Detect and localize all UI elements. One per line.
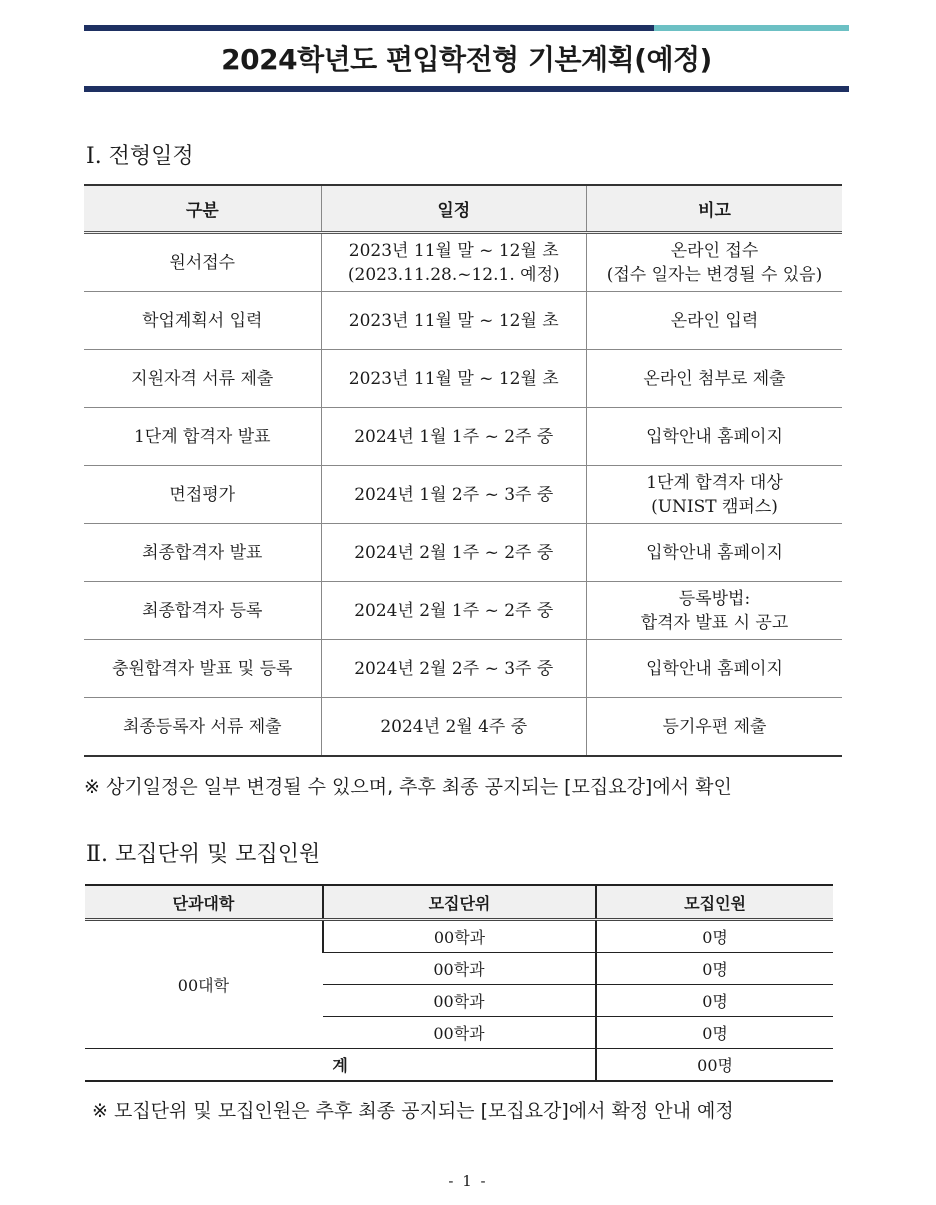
schedule-remarks-line: 입학안내 홈페이지 <box>646 542 783 563</box>
schedule-remarks-line: 온라인 접수 <box>670 240 759 261</box>
recruitment-table-body <box>85 920 833 1082</box>
schedule-date-cell <box>321 350 586 408</box>
recruitment-count-cell: 0명 <box>596 1017 833 1049</box>
schedule-footnote: ※ 상기일정은 일부 변경될 수 있으며, 추후 최종 공지되는 [모집요강]에서 확인 <box>84 776 732 798</box>
schedule-header-date: 일정 <box>321 185 586 233</box>
schedule-category-cell: 원서접수 <box>84 233 321 292</box>
schedule-remarks-line: 온라인 입력 <box>670 310 759 331</box>
recruitment-total-row <box>85 1049 833 1082</box>
schedule-row <box>84 640 842 698</box>
schedule-date-cell <box>321 408 586 466</box>
schedule-row <box>84 350 842 408</box>
schedule-date-line: 2024년 2월 2주 ~ 3주 중 <box>354 658 554 679</box>
document-title: 2024학년도 편입학전형 기본계획(예정) <box>221 43 712 76</box>
schedule-category-cell: 최종등록자 서류 제출 <box>84 698 321 757</box>
schedule-date-line: 2024년 1월 2주 ~ 3주 중 <box>354 484 554 505</box>
schedule-remarks-cell <box>586 350 842 408</box>
recruitment-count-cell: 0명 <box>596 985 833 1017</box>
page-number: - 1 - <box>448 1172 488 1190</box>
schedule-remarks-line: 등록방법: <box>678 588 751 609</box>
recruitment-unit-cell: 00학과 <box>323 985 596 1017</box>
schedule-date-line: 2024년 2월 1주 ~ 2주 중 <box>354 542 554 563</box>
schedule-date-cell <box>321 466 586 524</box>
schedule-remarks-line: (UNIST 캠퍼스) <box>651 496 778 517</box>
schedule-row <box>84 292 842 350</box>
schedule-row <box>84 524 842 582</box>
recruitment-header-count: 모집인원 <box>596 885 833 920</box>
recruitment-unit-cell: 00학과 <box>323 953 596 985</box>
schedule-date-line: 2024년 2월 1주 ~ 2주 중 <box>354 600 554 621</box>
schedule-date-line: (2023.11.28.~12.1. 예정) <box>347 264 560 285</box>
schedule-remarks-line: 입학안내 홈페이지 <box>646 426 783 447</box>
schedule-category-cell: 충원합격자 발표 및 등록 <box>84 640 321 698</box>
recruitment-college-cell: 00대학 <box>85 920 323 1049</box>
schedule-date-cell <box>321 292 586 350</box>
schedule-category-cell: 최종합격자 발표 <box>84 524 321 582</box>
schedule-date-line: 2023년 11월 말 ~ 12월 초 <box>348 310 559 331</box>
schedule-date-cell <box>321 233 586 292</box>
schedule-table <box>84 184 842 757</box>
schedule-date-line: 2023년 11월 말 ~ 12월 초 <box>348 368 559 389</box>
recruitment-footnote: ※ 모집단위 및 모집인원은 추후 최종 공지되는 [모집요강]에서 확정 안내 예정 <box>92 1100 734 1122</box>
schedule-header-row <box>84 185 842 233</box>
schedule-remarks-cell <box>586 292 842 350</box>
schedule-remarks-cell <box>586 640 842 698</box>
schedule-row <box>84 582 842 640</box>
schedule-date-cell <box>321 698 586 757</box>
schedule-category-cell: 1단계 합격자 발표 <box>84 408 321 466</box>
recruitment-table <box>85 884 833 1082</box>
recruitment-header-college: 단과대학 <box>85 885 323 920</box>
schedule-date-cell <box>321 582 586 640</box>
schedule-remarks-cell <box>586 582 842 640</box>
schedule-date-cell <box>321 640 586 698</box>
schedule-remarks-line: 합격자 발표 시 공고 <box>640 612 789 633</box>
schedule-remarks-cell <box>586 233 842 292</box>
schedule-row <box>84 233 842 292</box>
schedule-remarks-line: (접수 일자는 변경될 수 있음) <box>606 264 823 285</box>
title-top-rule <box>84 25 849 31</box>
schedule-category-cell: 최종합격자 등록 <box>84 582 321 640</box>
recruitment-count-cell: 0명 <box>596 920 833 953</box>
schedule-date-line: 2023년 11월 말 ~ 12월 초 <box>348 240 559 261</box>
section-2-title: Ⅱ. 모집단위 및 모집인원 <box>86 842 321 867</box>
schedule-category-cell: 지원자격 서류 제출 <box>84 350 321 408</box>
schedule-remarks-line: 온라인 첨부로 제출 <box>643 368 786 389</box>
schedule-remarks-cell <box>586 408 842 466</box>
schedule-remarks-cell <box>586 698 842 757</box>
recruitment-total-count: 00명 <box>596 1049 833 1082</box>
schedule-row <box>84 698 842 757</box>
schedule-date-cell <box>321 524 586 582</box>
recruitment-header-unit: 모집단위 <box>323 885 596 920</box>
recruitment-unit-cell: 00학과 <box>323 920 596 953</box>
title-bottom-rule <box>84 86 849 92</box>
schedule-remarks-line: 1단계 합격자 대상 <box>646 472 783 493</box>
recruitment-total-label: 계 <box>85 1049 596 1082</box>
schedule-category-cell: 면접평가 <box>84 466 321 524</box>
schedule-row <box>84 408 842 466</box>
schedule-category-cell: 학업계획서 입력 <box>84 292 321 350</box>
recruitment-header-row <box>85 885 833 920</box>
title-top-rule-accent <box>654 25 849 31</box>
schedule-remarks-line: 입학안내 홈페이지 <box>646 658 783 679</box>
schedule-remarks-cell <box>586 466 842 524</box>
recruitment-row <box>85 920 833 953</box>
recruitment-unit-cell: 00학과 <box>323 1017 596 1049</box>
schedule-row <box>84 466 842 524</box>
schedule-header-remarks: 비고 <box>586 185 842 233</box>
schedule-date-line: 2024년 2월 4주 중 <box>380 716 528 737</box>
section-1-title: Ⅰ. 전형일정 <box>86 144 194 169</box>
schedule-header-category: 구분 <box>84 185 321 233</box>
schedule-date-line: 2024년 1월 1주 ~ 2주 중 <box>354 426 554 447</box>
schedule-remarks-cell <box>586 524 842 582</box>
recruitment-count-cell: 0명 <box>596 953 833 985</box>
schedule-remarks-line: 등기우편 제출 <box>662 716 767 737</box>
schedule-table-body <box>84 233 842 757</box>
